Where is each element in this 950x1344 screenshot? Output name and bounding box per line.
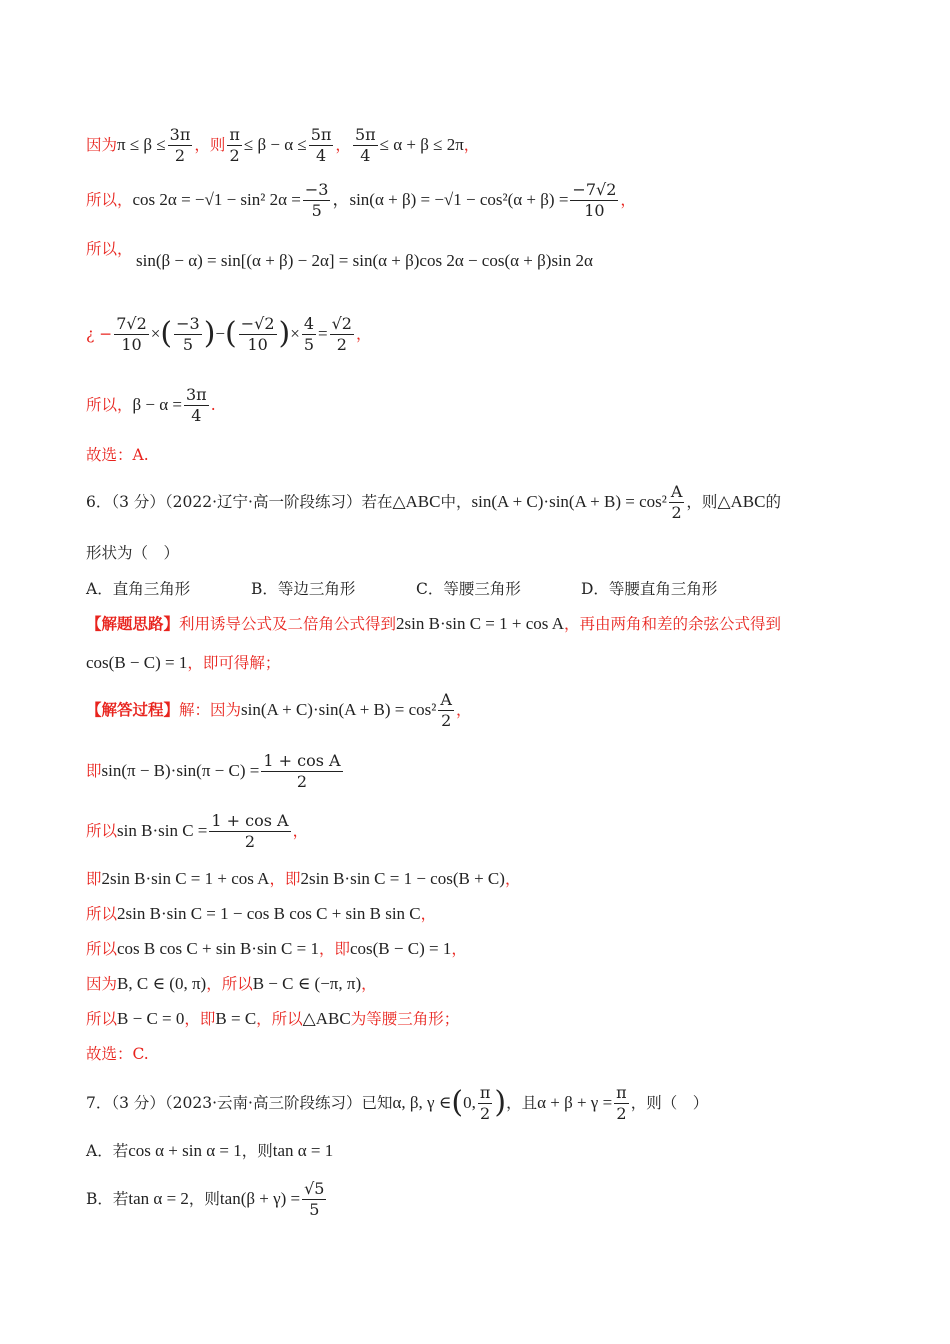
- text: ，则: [686, 493, 718, 511]
- text: 即: [86, 762, 102, 780]
- math: ≤ β − α ≤: [243, 135, 307, 154]
- fraction: [309, 125, 334, 166]
- math: △ABC: [392, 492, 441, 511]
- math: 0,: [463, 1093, 476, 1112]
- solution-step-9: [86, 1008, 910, 1030]
- fraction: [302, 1179, 326, 1220]
- solution-line-5: [86, 383, 910, 427]
- solution-process: [86, 688, 910, 732]
- text: ，即: [184, 1010, 216, 1028]
- numerator: 1 + cos A: [263, 750, 341, 770]
- numerator: A: [670, 481, 683, 501]
- numerator: 3π: [169, 124, 191, 144]
- math: cos B cos C + sin B·sin C = 1: [117, 939, 319, 958]
- fraction: [174, 314, 202, 355]
- fraction: [227, 125, 242, 166]
- math: 2sin B·sin C = 1 + cos A: [101, 869, 270, 888]
- solution-line-4: [86, 310, 910, 358]
- text: ¿ −: [86, 325, 113, 343]
- tag: 【解题思路】: [86, 614, 180, 633]
- solution-idea: [86, 613, 910, 635]
- text: 故选：A.: [86, 446, 149, 464]
- text: 形状为（ ）: [86, 544, 180, 562]
- option-d: D．等腰直角三角形: [581, 580, 718, 598]
- text: ，所以: [206, 975, 253, 993]
- question-7-option-b: [86, 1176, 910, 1222]
- question-6-cont: [86, 542, 910, 564]
- fraction: [570, 180, 618, 221]
- math: 2sin B·sin C = 1 + cos A: [396, 614, 564, 633]
- text: A．若: [86, 1142, 129, 1160]
- math: −: [215, 324, 226, 343]
- math: cos(B − C) = 1: [86, 653, 188, 672]
- text: 所以: [86, 905, 118, 923]
- math: cos 2α = −√1 − sin² 2α =: [132, 190, 301, 209]
- answer-line-6: [86, 1043, 910, 1065]
- numerator: 3π: [186, 384, 207, 404]
- text: ，: [361, 975, 377, 993]
- solution-idea-cont: [86, 652, 910, 674]
- text: ，: [420, 905, 437, 923]
- fraction: [614, 1083, 629, 1124]
- text: ，则: [188, 1190, 220, 1208]
- text: 因为: [86, 975, 118, 993]
- denominator: 2: [174, 145, 186, 165]
- denominator: 2: [244, 831, 256, 851]
- text: B．若: [86, 1190, 129, 1208]
- denominator: 2: [296, 771, 308, 791]
- denominator: 2: [616, 1103, 627, 1123]
- text: 所以，: [86, 396, 133, 414]
- math: B − C = 0: [117, 1009, 185, 1028]
- text: ，即: [269, 870, 301, 888]
- fraction: [438, 690, 454, 731]
- denominator: 2: [479, 1103, 491, 1123]
- text: 故选：C.: [86, 1045, 149, 1063]
- math: cos α + sin α = 1: [128, 1141, 242, 1160]
- numerator: 4: [303, 313, 315, 333]
- option-a: A．直角三角形: [86, 580, 191, 598]
- fraction: [209, 811, 290, 852]
- text: ，即可得解；: [187, 654, 281, 672]
- text: 所以: [86, 940, 118, 958]
- math: =: [318, 324, 328, 343]
- text: 所以，: [86, 240, 133, 258]
- denominator: 10: [121, 334, 142, 354]
- denominator: 2: [336, 334, 347, 354]
- text: ，: [463, 136, 480, 154]
- answer-line-5: [86, 444, 910, 466]
- math: tan(β + γ) =: [219, 1189, 301, 1208]
- question-7: [86, 1080, 910, 1126]
- fraction: [669, 482, 685, 523]
- fraction: [478, 1083, 493, 1124]
- right-paren: ): [494, 1085, 507, 1120]
- fraction: [239, 314, 277, 355]
- text: 所以: [86, 822, 118, 840]
- fraction: [114, 314, 149, 355]
- text: 所以: [86, 1010, 118, 1028]
- text: 利用诱导公式及二倍角公式得到: [179, 615, 397, 633]
- math: B, C ∈ (0, π): [117, 974, 207, 993]
- math: ，sin(α + β) = −√1 − cos²(α + β) =: [332, 190, 569, 209]
- text: ，: [451, 940, 467, 958]
- math: △ABC: [717, 492, 766, 511]
- text: ，: [292, 822, 309, 840]
- denominator: 4: [191, 405, 202, 425]
- math: sin(A + C)·sin(A + B) = cos²: [471, 492, 667, 511]
- fraction: [330, 314, 354, 355]
- option-c: C．等腰三角形: [416, 580, 521, 598]
- solution-line-2: [86, 178, 910, 222]
- numerator: −3: [304, 179, 329, 199]
- text: 解：因为: [179, 701, 242, 719]
- solution-line-3b: [136, 250, 910, 272]
- solution-line-1: [86, 125, 910, 165]
- numerator: √5: [304, 1178, 325, 1198]
- question-6-options: [86, 578, 910, 600]
- text: ，即: [318, 940, 350, 958]
- question-7-option-a: [86, 1140, 910, 1162]
- math: α + β + γ =: [537, 1093, 613, 1112]
- numerator: −7√2: [572, 179, 617, 199]
- math: π ≤ β ≤: [117, 135, 166, 154]
- text: 中，: [440, 493, 472, 511]
- tag: 【解答过程】: [86, 700, 180, 719]
- text: ，所以: [256, 1010, 303, 1028]
- text: ，: [504, 870, 521, 888]
- math: tan α = 1: [272, 1141, 334, 1160]
- denominator: 2: [671, 502, 682, 522]
- text: ，: [620, 191, 636, 209]
- numerator: 5π: [354, 124, 376, 144]
- denominator: 2: [441, 710, 452, 730]
- math: sin(π − B)·sin(π − C) =: [101, 761, 260, 780]
- numerator: √2: [331, 313, 352, 333]
- solution-step-3: [86, 749, 910, 793]
- option-b: B．等边三角形: [251, 580, 356, 598]
- numerator: 5π: [310, 124, 332, 144]
- denominator: 10: [247, 334, 268, 354]
- text: 即: [86, 870, 102, 888]
- left-paren: (: [451, 1085, 464, 1120]
- math: sin B·sin C =: [117, 821, 208, 840]
- fraction: [353, 125, 378, 166]
- denominator: 5: [309, 1199, 320, 1219]
- text: ，则: [241, 1142, 273, 1160]
- text: 7．（3 分）（2023·云南·高三阶段练习）已知: [86, 1094, 393, 1112]
- fraction: [184, 385, 209, 426]
- text: 的: [765, 493, 781, 511]
- denominator: 4: [315, 145, 327, 165]
- numerator: π: [616, 1082, 627, 1102]
- solution-step-4: [86, 809, 910, 853]
- numerator: A: [440, 689, 452, 709]
- math: cos(B − C) = 1: [349, 939, 452, 958]
- math: △ABC: [302, 1009, 351, 1028]
- denominator: 2: [229, 145, 240, 165]
- fraction: [168, 125, 193, 166]
- numerator: 1 + cos A: [211, 810, 289, 830]
- math: sin(β − α) = sin[(α + β) − 2α] = sin(α + β)cos 2α − cos(α + β)sin 2α: [136, 251, 593, 270]
- text: ，: [455, 701, 472, 719]
- text: ，且: [506, 1094, 538, 1112]
- math: ≤ α + β ≤ 2π: [379, 135, 464, 154]
- math: ×: [150, 324, 161, 343]
- denominator: 10: [584, 200, 605, 220]
- math: 2sin B·sin C = 1 − cos(B + C): [300, 869, 505, 888]
- denominator: 5: [311, 200, 322, 220]
- text: ，: [355, 325, 372, 343]
- text: 所以，: [86, 191, 133, 209]
- fraction: [302, 314, 316, 355]
- math: β − α =: [132, 395, 182, 414]
- fraction: [261, 751, 342, 792]
- text: 因为: [86, 136, 118, 154]
- text: ，: [335, 136, 351, 154]
- right-paren: ): [278, 316, 291, 351]
- left-paren: (: [160, 316, 173, 351]
- math: B = C: [215, 1009, 257, 1028]
- numerator: −3: [176, 313, 200, 333]
- numerator: −√2: [240, 313, 275, 333]
- math: ×: [290, 324, 300, 343]
- text: ，再由两角和差的余弦公式得到: [563, 615, 781, 633]
- solution-step-8: [86, 973, 910, 995]
- text: ，则（ ）: [630, 1094, 709, 1112]
- denominator: 4: [360, 145, 371, 165]
- left-paren: (: [225, 316, 237, 351]
- math: tan α = 2: [128, 1189, 189, 1208]
- text: 为等腰三角形；: [350, 1010, 460, 1028]
- numerator: π: [479, 1082, 491, 1102]
- denominator: 5: [182, 334, 193, 354]
- text: .: [210, 396, 216, 414]
- solution-step-5: [86, 868, 910, 890]
- denominator: 5: [303, 334, 315, 354]
- numerator: π: [229, 124, 240, 144]
- solution-step-7: [86, 938, 910, 960]
- text: 6．（3 分）（2022·辽宁·高一阶段练习）若在: [86, 493, 393, 511]
- math: B − C ∈ (−π, π): [252, 974, 362, 993]
- numerator: 7√2: [116, 313, 147, 333]
- right-paren: ): [203, 316, 216, 351]
- math: sin(A + C)·sin(A + B) = cos²: [241, 700, 437, 719]
- fraction: [303, 180, 331, 221]
- question-6: [86, 481, 910, 523]
- solution-step-6: [86, 903, 910, 925]
- text: ，则: [194, 136, 226, 154]
- math: 2sin B·sin C = 1 − cos B cos C + sin B sin C: [117, 904, 421, 923]
- math: α, β, γ ∈: [392, 1093, 452, 1112]
